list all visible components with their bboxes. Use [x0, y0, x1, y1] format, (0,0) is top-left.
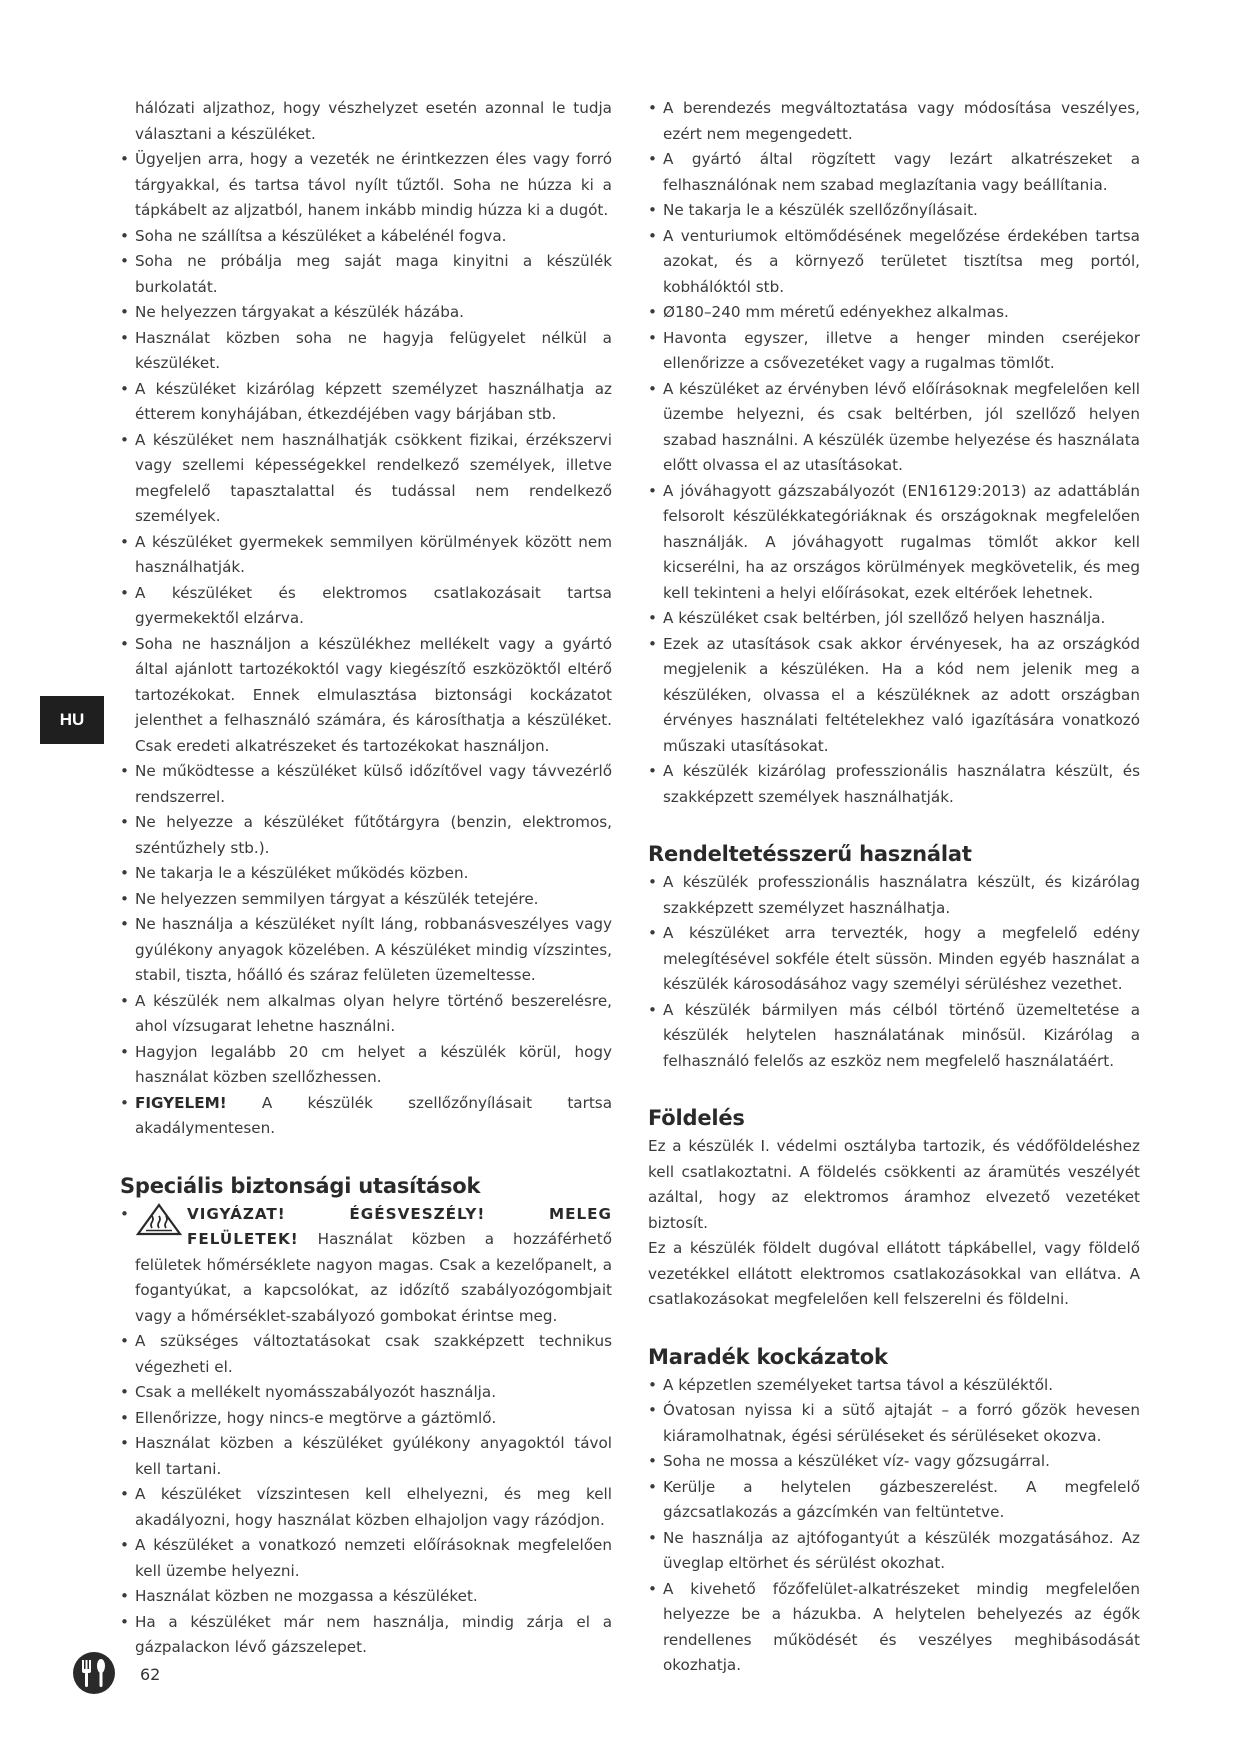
- hot-surface-warning-icon: [135, 1202, 183, 1236]
- safety-list-item: • A készüléket és elektromos csatlakozásait tartsa gyermekektől elzárva.: [120, 581, 612, 632]
- residual-risk-item: • A kivehető főzőfelület-alkatrészeket mindig megfelelően helyezze be a házukba. A helytelen behelyezés az égők rendellenes működését és veszélyes meghibásodását okozhatja.: [648, 1577, 1140, 1679]
- safety-list-item: • A venturiumok eltömődésének megelőzése érdekében tartsa azokat, és a környező területet tisztítsa meg portól, kobhálóktól stb.: [648, 224, 1140, 301]
- special-safety-item: • Ellenőrizze, hogy nincs-e megtörve a gáztömlő.: [120, 1406, 612, 1432]
- safety-list-item: • Soha ne használjon a készülékhez mellékelt vagy a gyártó által ajánlott tartozékoktól vagy kiegészítő eszközöktől eltérő tartozékokat. Ennek elmulasztása biztonsági kockázatot jelenthet a felhasználó számára, és károsíthatja a készüléket. Csak eredeti alkatrészeket és tartozékokat használjon.: [120, 632, 612, 760]
- safety-list-item: • A gyártó által rögzített vagy lezárt alkatrészeket a felhasználónak nem szabad meglazítania vagy beállítania.: [648, 147, 1140, 198]
- residual-risk-item: • Soha ne mossa a készüléket víz- vagy gőzsugárral.: [648, 1449, 1140, 1475]
- special-safety-heading: Speciális biztonsági utasítások: [120, 1173, 481, 1198]
- safety-list-item: • Ne működtesse a készüléket külső időzítővel vagy távvezérlő rendszerrel.: [120, 759, 612, 810]
- right-column: [648, 96, 1140, 1679]
- grounding-heading: Földelés: [648, 1106, 745, 1130]
- safety-list-item: • A jóváhagyott gázszabályozót (EN16129:2013) az adattáblán felsorolt készülékkategóriáknak és országoknak megfelelően használják. A jóváhagyott rugalmas tömlőt akkor kell kicserélni, ha az országos körülmények megkövetelik, és meg kell tekinteni a helyi előírásokat, ezek eltérőek lehetnek.: [648, 479, 1140, 607]
- special-safety-item: • A készüléket vízszintesen kell elhelyezni, és meg kell akadályozni, hogy használat közben elhajoljon vagy rázódjon.: [120, 1482, 612, 1533]
- safety-list: [120, 96, 612, 1091]
- hot-surface-warning: [120, 1202, 612, 1330]
- safety-list-item: • A készülék kizárólag professzionális használatra készült, és szakképzett személyek használhatják.: [648, 759, 1140, 810]
- safety-list-item: • Használat közben soha ne hagyja felügyelet nélkül a készüléket.: [120, 326, 612, 377]
- safety-list-continued: [648, 96, 1140, 810]
- attention-list: [120, 1091, 612, 1142]
- special-safety-item: • A szükséges változtatásokat csak szakképzett technikus végezheti el.: [120, 1329, 612, 1380]
- safety-list-item: • Ne takarja le a készüléket működés közben.: [120, 861, 612, 887]
- intended-use-list: [648, 870, 1140, 1074]
- special-safety-item: • Használat közben ne mozgassa a készüléket.: [120, 1584, 612, 1610]
- hot-surface-warning-text: Használat közben a hozzáférhető felületek hőmérséklete nagyon magas. Csak a kezelőpanelt, a fogantyúkat, a kapcsolókat, az időzítő szabályozógombjait vagy a hőmérséklet-szabályozó gombokat érintse meg.: [135, 1230, 613, 1325]
- safety-list-item: • Ne használja a készüléket nyílt láng, robbanásveszélyes vagy gyúlékony anyagok közelében. A készüléket mindig vízszintes, stabil, tiszta, hőálló és száraz felületen üzemeltesse.: [120, 912, 612, 989]
- safety-list-item: • Hagyjon legalább 20 cm helyet a készülék körül, hogy használat közben szellőzhessen.: [120, 1040, 612, 1091]
- hot-surface-warning-title: VIGYÁZAT! ÉGÉSVESZÉLY! MELEG FELÜLETEK!: [187, 1204, 612, 1248]
- safety-list-item: • A készüléket kizárólag képzett személyzet használhatja az étterem konyhájában, étkezdéjében vagy bárjában stb.: [120, 377, 612, 428]
- intended-use-heading: Rendeltetésszerű használat: [648, 842, 972, 866]
- safety-list-item: • A készüléket az érvényben lévő előírásoknak megfelelően kell üzembe helyezni, és csak beltérben, jól szellőző helyen szabad használni. A készülék üzembe helyezése és használata előtt olvassa el az utasításokat.: [648, 377, 1140, 479]
- safety-list-item: • Havonta egyszer, illetve a henger minden cseréjekor ellenőrizze a csővezetéket vagy a rugalmas tömlőt.: [648, 326, 1140, 377]
- residual-risk-item: • Óvatosan nyissa ki a sütő ajtaját – a forró gőzök hevesen kiáramolhatnak, égési sérüléseket és sérüléseket okozva.: [648, 1398, 1140, 1449]
- language-tab: HU: [40, 696, 104, 744]
- safety-list-item: • Ne helyezze a készüléket fűtőtárgyra (benzin, elektromos, széntűzhely stb.).: [120, 810, 612, 861]
- residual-risks-heading: Maradék kockázatok: [648, 1344, 888, 1369]
- safety-list-item: • Soha ne próbálja meg saját maga kinyitni a készülék burkolatát.: [120, 249, 612, 300]
- residual-risk-item: • A képzetlen személyeket tartsa távol a készüléktől.: [648, 1373, 1140, 1399]
- attention-label: FIGYELEM!: [135, 1093, 227, 1112]
- special-safety-item: • Ha a készüléket már nem használja, mindig zárja el a gázpalackon lévő gázszelepet.: [120, 1610, 612, 1661]
- safety-list-item: • A készüléket csak beltérben, jól szellőző helyen használja.: [648, 606, 1140, 632]
- attention-text: A készülék szellőzőnyílásait tartsa akadálymentesen.: [135, 1093, 612, 1137]
- safety-list-item: • Ügyeljen arra, hogy a vezeték ne érintkezzen éles vagy forró tárgyakkal, és tartsa távol nyílt tűztől. Soha ne húzza ki a tápkábelt az aljzatból, hanem inkább mindig húzza ki a dugót.: [120, 147, 612, 224]
- special-safety-item: • Használat közben a készüléket gyúlékony anyagoktól távol kell tartani.: [120, 1431, 612, 1482]
- cutlery-logo-icon: [72, 1651, 116, 1695]
- residual-risks-list: [648, 1373, 1140, 1679]
- residual-risk-item: • Kerülje a helytelen gázbeszerelést. A megfelelő gázcsatlakozás a gázcímkén van feltüntetve.: [648, 1475, 1140, 1526]
- safety-list-item: • A készülék nem alkalmas olyan helyre történő beszerelésre, ahol vízsugarat lehetne használni.: [120, 989, 612, 1040]
- safety-list-item: • A készüléket gyermekek semmilyen körülmények között nem használhatják.: [120, 530, 612, 581]
- grounding-paragraph-2: Ez a készülék földelt dugóval ellátott tápkábellel, vagy földelő vezetékkel ellátott elektromos csatlakozásokkal van ellátva. A csatlakozásokat megfelelően kell felszerelni és földelni.: [648, 1239, 1140, 1308]
- special-safety-item: • A készüléket a vonatkozó nemzeti előírásoknak megfelelően kell üzembe helyezni.: [120, 1533, 612, 1584]
- safety-list-item: • Ne takarja le a készülék szellőzőnyílásait.: [648, 198, 1140, 224]
- intended-use-item: • A készüléket arra tervezték, hogy a megfelelő edény melegítésével sokféle ételt süssön. Minden egyéb használat a készülék károsodásához vagy személyi sérüléshez vezethet.: [648, 921, 1140, 998]
- safety-list-item: • A készüléket nem használhatják csökkent fizikai, érzékszervi vagy szellemi képességekkel rendelkező személyek, illetve megfelelő tapasztalattal és tudással nem rendelkező személyek.: [120, 428, 612, 530]
- left-column: [120, 96, 612, 1661]
- safety-list-item: • A berendezés megváltoztatása vagy módosítása veszélyes, ezért nem megengedett.: [648, 96, 1140, 147]
- residual-risk-item: • Ne használja az ajtófogantyút a készülék mozgatásához. Az üveglap eltörhet és sérülést okozhat.: [648, 1526, 1140, 1577]
- safety-list-item: • Soha ne szállítsa a készüléket a kábelénél fogva.: [120, 224, 612, 250]
- safety-list-item: • Ne helyezzen tárgyakat a készülék házába.: [120, 300, 612, 326]
- safety-list-item: • Ne helyezzen semmilyen tárgyat a készülék tetejére.: [120, 887, 612, 913]
- intended-use-item: • A készülék professzionális használatra készült, és kizárólag szakképzett személyzet használhatja.: [648, 870, 1140, 921]
- grounding-paragraph-1: Ez a készülék I. védelmi osztályba tartozik, és védőföldeléshez kell csatlakoztatni. A földelés csökkenti az áramütés veszélyét azáltal, hogy az elektromos áramhoz elvezető vezetéket biztosít.: [648, 1137, 1140, 1232]
- special-warning-list: [120, 1202, 612, 1330]
- attention-item: [120, 1091, 612, 1142]
- safety-list-item: • Ezek az utasítások csak akkor érvényesek, ha az országkód megjelenik a készüléken. Ha a kód nem jelenik meg a készüléken, olvassa el a készüléknek az adott országban érvényes használati feltételekhez való igazítására vonatkozó műszaki utasításokat.: [648, 632, 1140, 760]
- intended-use-item: • A készülék bármilyen más célból történő üzemeltetése a készülék helytelen használatának minősül. Kizárólag a felhasználó felelős az eszköz nem megfelelő használatáért.: [648, 998, 1140, 1075]
- safety-list-item: hálózati aljzathoz, hogy vészhelyzet esetén azonnal le tudja választani a készüléket.: [135, 99, 612, 143]
- special-safety-list: [120, 1329, 612, 1661]
- safety-list-item: • Ø180–240 mm méretű edényekhez alkalmas.: [648, 300, 1140, 326]
- special-safety-item: • Csak a mellékelt nyomásszabályozót használja.: [120, 1380, 612, 1406]
- page-number: 62: [140, 1665, 161, 1684]
